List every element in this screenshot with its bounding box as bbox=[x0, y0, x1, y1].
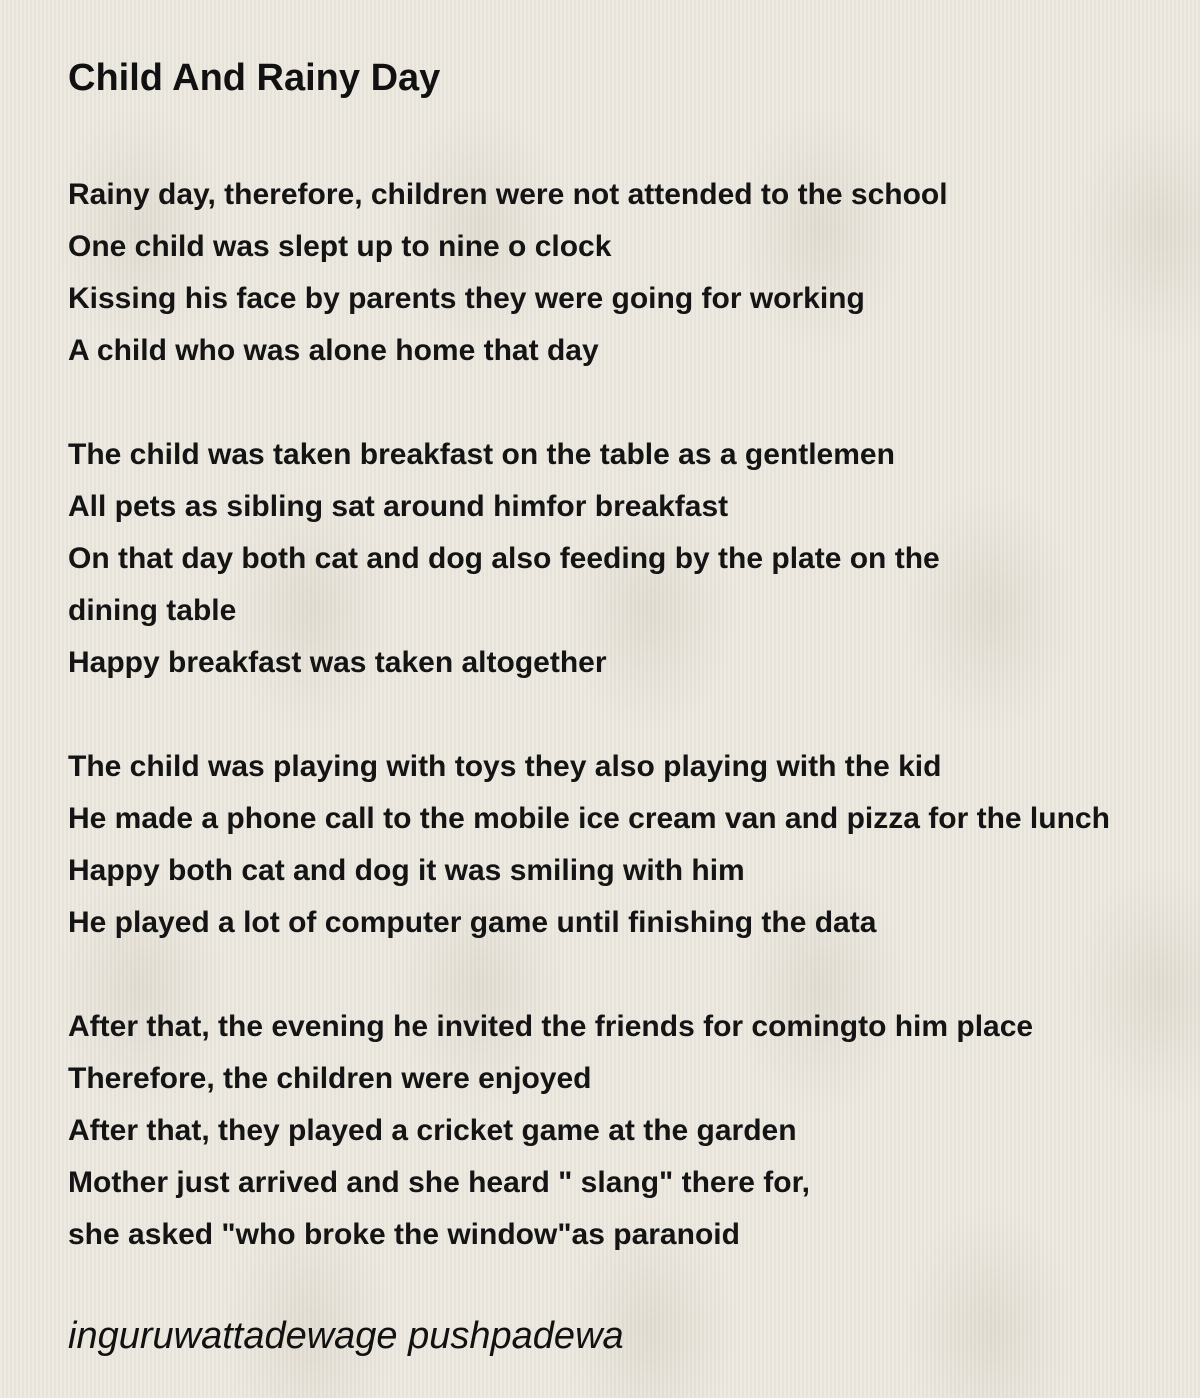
poem-line: One child was slept up to nine o clock bbox=[68, 230, 612, 263]
poem-line: He made a phone call to the mobile ice cream van and pizza for the lunch bbox=[68, 802, 1110, 835]
poem-line: After that, they played a cricket game at the garden bbox=[68, 1114, 797, 1147]
stanza-4 bbox=[68, 1001, 1196, 1261]
poem-line: Kissing his face by parents they were going for working bbox=[68, 282, 865, 315]
poem-line: He played a lot of computer game until finishing the data bbox=[68, 906, 877, 939]
poem-author: inguruwattadewage pushpadewa bbox=[68, 1315, 624, 1357]
poem-line: On that day both cat and dog also feeding by the plate on the bbox=[68, 542, 940, 575]
poem-line: After that, the evening he invited the friends for comingto him place bbox=[68, 1010, 1034, 1043]
poem-title: Child And Rainy Day bbox=[68, 57, 441, 99]
poem-line: Mother just arrived and she heard " slang" there for, bbox=[68, 1166, 810, 1199]
poem-line: All pets as sibling sat around himfor breakfast bbox=[68, 490, 729, 523]
poem-body bbox=[68, 169, 1196, 1261]
poem-line: A child who was alone home that day bbox=[68, 334, 599, 367]
poem-line: dining table bbox=[68, 594, 237, 627]
poem-page bbox=[68, 56, 1196, 1359]
stanza-2 bbox=[68, 429, 1196, 689]
stanza-1 bbox=[68, 169, 1196, 377]
poem-line: Happy both cat and dog it was smiling with him bbox=[68, 854, 745, 887]
poem-line: Therefore, the children were enjoyed bbox=[68, 1062, 592, 1095]
poem-line: Rainy day, therefore, children were not attended to the school bbox=[68, 178, 948, 211]
poem-line: The child was taken breakfast on the table as a gentlemen bbox=[68, 438, 895, 471]
stanza-3 bbox=[68, 741, 1196, 949]
poem-line: she asked "who broke the window"as paranoid bbox=[68, 1218, 740, 1251]
poem-line: The child was playing with toys they also playing with the kid bbox=[68, 750, 942, 783]
poem-line: Happy breakfast was taken altogether bbox=[68, 646, 607, 679]
